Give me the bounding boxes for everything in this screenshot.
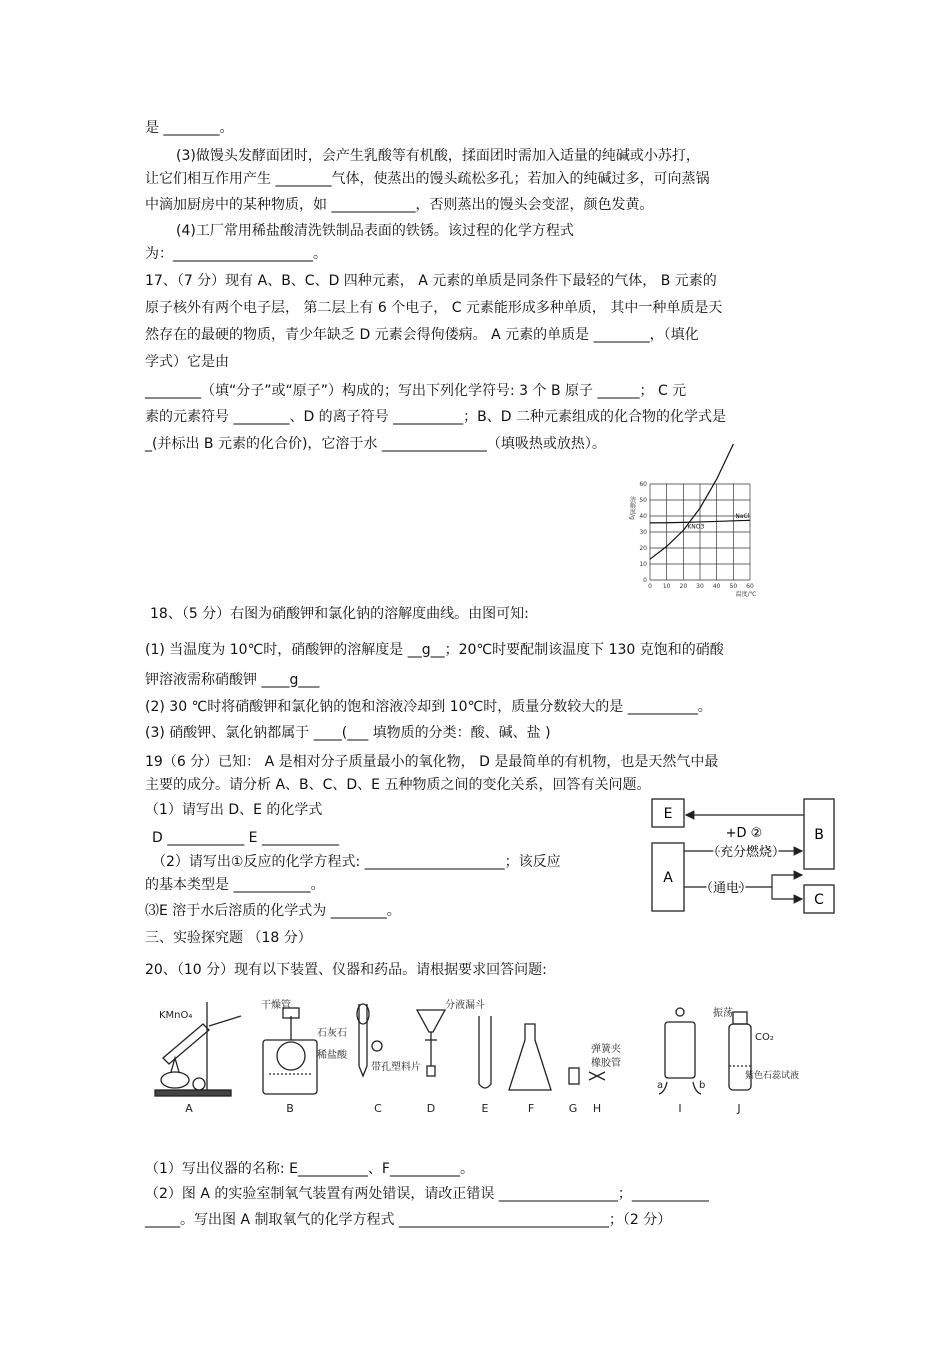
text-line: 中滴加厨房中的某种物质，如 ____________，否则蒸出的馒头会变涩，颜色发黄。 bbox=[145, 197, 654, 213]
label-litmus: 紫色石蕊试液 bbox=[745, 1071, 800, 1081]
text-line: （1）请写出 D、E 的化学式 bbox=[145, 802, 323, 818]
apparatus-label: B bbox=[286, 1102, 294, 1115]
apparatus-label: H bbox=[592, 1102, 602, 1115]
text-line: 19（6 分）已知： A 是相对分子质量最小的氧化物， D 是最简单的有机物，也是天然气中最 bbox=[145, 754, 719, 770]
y-tick-label: 20 bbox=[639, 545, 647, 552]
box-c-label: C bbox=[814, 892, 824, 908]
box-e-label: E bbox=[663, 806, 673, 822]
apparatus-label: J bbox=[737, 1102, 741, 1115]
apparatus-d bbox=[417, 1010, 445, 1076]
apparatus-label: G bbox=[568, 1102, 578, 1115]
label-shake: 振荡 bbox=[713, 1008, 733, 1019]
relation-diagram bbox=[650, 797, 836, 915]
box-b-label: B bbox=[814, 827, 824, 843]
text-line: ________（填“分子”或“原子”）构成的；写出下列化学符号: 3 个 B 原子 ______； C 元 bbox=[145, 383, 687, 399]
y-axis-label: 溶解度/g bbox=[628, 496, 636, 520]
text-line: 18、（5 分）右图为硝酸钾和氯化钠的溶解度曲线。由图可知: bbox=[150, 606, 529, 622]
apparatus-b bbox=[263, 1008, 317, 1094]
x-tick-label: 0 bbox=[648, 583, 652, 590]
label-b: b bbox=[699, 1080, 706, 1091]
apparatus-figure bbox=[145, 996, 800, 1118]
label-dry-tube: 干燥管 bbox=[261, 1000, 291, 1011]
text-line: 钾溶液需称硝酸钾 ____g___ bbox=[145, 672, 320, 688]
box-a-label: A bbox=[663, 870, 673, 886]
y-tick-label: 60 bbox=[639, 481, 647, 488]
apparatus-f bbox=[509, 1024, 551, 1090]
text-line: _____。写出图 A 制取氧气的化学方程式 ______________________________；（2 分） bbox=[145, 1212, 672, 1228]
x-tick-label: 20 bbox=[679, 583, 688, 590]
label-sep-funnel: 分液漏斗 bbox=[445, 1000, 485, 1011]
text-line: 原子核外有两个电子层， 第二层上有 6 个电子， C 元素能形成多种单质， 其中一种单质是天 bbox=[145, 300, 723, 316]
text-line: 的基本类型是 ___________。 bbox=[145, 877, 325, 893]
x-tick-label: 40 bbox=[712, 583, 721, 590]
arrow-top-label: +D ② bbox=[725, 826, 763, 841]
x-tick-label: 30 bbox=[696, 583, 704, 590]
label-spring-clip: 弹簧夹 bbox=[591, 1044, 621, 1055]
text-line: (3) 硝酸钾、氯化钠都属于 ____(___ 填物质的分类：酸、碱、盐 ) bbox=[145, 725, 551, 741]
label-perforated-plate: 带孔塑料片 bbox=[371, 1062, 421, 1073]
text-line: (3)做馒头发酵面团时，会产生乳酸等有机酸，揉面团时需加入适量的纯碱或小苏打， bbox=[176, 148, 700, 164]
text-line: 让它们相互作用产生 ________气体，使蒸出的馒头疏松多孔；若加入的纯碱过多，可向蒸锅 bbox=[145, 171, 710, 187]
apparatus-e bbox=[479, 1016, 491, 1088]
text-line: 素的元素符号 ________、D 的离子符号 __________；B、D 二种元素组成的化合物的化学式是 bbox=[145, 409, 726, 425]
y-tick-label: 0 bbox=[643, 577, 647, 584]
apparatus-label: D bbox=[426, 1102, 436, 1115]
solubility-chart bbox=[628, 478, 768, 600]
label-dilute-hcl: 稀盐酸 bbox=[317, 1050, 347, 1061]
y-tick-label: 50 bbox=[639, 497, 647, 504]
apparatus-label: I bbox=[678, 1102, 682, 1115]
series-label: NaCl bbox=[735, 512, 750, 520]
text-line: 学式）它是由 bbox=[145, 354, 229, 370]
text-line: 17、（7 分）现有 A、B、C、D 四种元素， A 元素的单质是同条件下最轻的气体， B 元素的 bbox=[145, 273, 717, 289]
text-line: （2）请写出①反应的化学方程式: ____________________；该反应 bbox=[152, 854, 561, 870]
series-line-kno3 bbox=[650, 444, 733, 559]
y-tick-label: 30 bbox=[639, 529, 647, 536]
text-line: 然存在的最硬的物质，青少年缺乏 D 元素会得佝偻病。 A 元素的单质是 ________，（填化 bbox=[145, 327, 699, 343]
arrow-to-b bbox=[772, 875, 802, 887]
text-line: 20、（10 分）现有以下装置、仪器和药品。请根据要求回答问题: bbox=[145, 962, 547, 978]
y-tick-label: 10 bbox=[639, 561, 647, 568]
x-axis-label: 温度/℃ bbox=[735, 591, 757, 598]
apparatus-g-h bbox=[569, 1068, 605, 1084]
x-tick-label: 60 bbox=[746, 583, 754, 590]
y-tick-label: 40 bbox=[639, 513, 647, 520]
apparatus-i bbox=[659, 1008, 701, 1094]
apparatus-label: F bbox=[527, 1102, 535, 1115]
text-line: D ___________ E ___________ bbox=[152, 830, 339, 846]
label-rubber-tube: 橡胶管 bbox=[591, 1058, 621, 1069]
arrow-mid-label: （充分燃烧） bbox=[706, 845, 786, 860]
arrow-to-c bbox=[772, 887, 802, 899]
text-line: (2) 30 ℃时将硝酸钾和氯化钠的饱和溶液冷却到 10℃时，质量分数较大的是 __________。 bbox=[145, 699, 712, 715]
text-line: ⑶E 溶于水后溶质的化学式为 ________。 bbox=[145, 903, 401, 919]
text-line: （2）图 A 的实验室制氧气装置有两处错误，请改正错误 _________________；___________ bbox=[145, 1186, 709, 1202]
text-line: _(并标出 B 元素的化合价)，它溶于水 _______________（填吸热或放热）。 bbox=[145, 436, 606, 452]
apparatus-label: C bbox=[374, 1102, 382, 1115]
label-co2: CO₂ bbox=[755, 1032, 774, 1043]
x-tick-label: 10 bbox=[662, 583, 671, 590]
x-tick-label: 50 bbox=[729, 583, 738, 590]
apparatus-label: A bbox=[185, 1102, 193, 1115]
text-line: 是 ________。 bbox=[145, 120, 234, 136]
text-line: (4)工厂常用稀盐酸清洗铁制品表面的铁锈。该过程的化学方程式 bbox=[176, 223, 574, 239]
text-line: (1) 当温度为 10℃时，硝酸钾的溶解度是 __g__；20℃时要配制该温度下 130 克饱和的硝酸 bbox=[145, 642, 724, 658]
text-line: 主要的成分。请分析 A、B、C、D、E 五种物质之间的变化关系，回答有关问题。 bbox=[145, 777, 651, 793]
apparatus-label: E bbox=[481, 1102, 489, 1115]
text-line: （1）写出仪器的名称: E__________、F__________。 bbox=[145, 1161, 474, 1177]
text-line: 三、实验探究题 （18 分） bbox=[145, 930, 312, 946]
text-line: 为：____________________。 bbox=[145, 246, 327, 262]
arrow-bottom-label: （通电） bbox=[699, 881, 753, 896]
label-kmno4: KMnO₄ bbox=[159, 1010, 193, 1021]
series-label: KNO3 bbox=[687, 523, 705, 531]
label-a: a bbox=[657, 1080, 664, 1091]
label-limestone: 石灰石 bbox=[317, 1028, 347, 1039]
